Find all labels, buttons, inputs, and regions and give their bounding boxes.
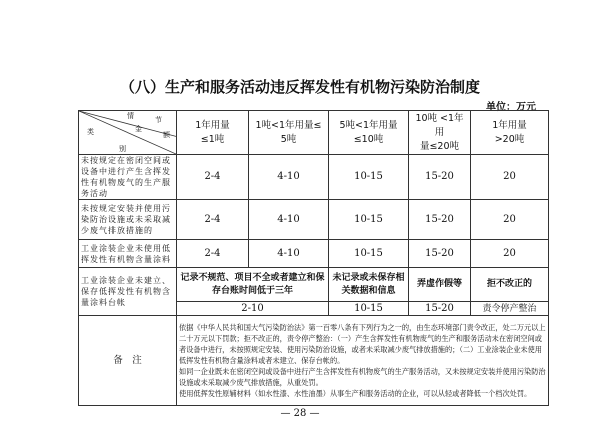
- fine-value: 10-15: [329, 155, 409, 200]
- note-paragraph: 如同一企业既未在密闭空间或设备中进行产生含挥发性有机物废气的生产服务活动，又未按规定安装并使用污染防治设施或未采取减少废气排放措施，从重处罚。: [179, 367, 546, 387]
- fine-value: 2-4: [177, 200, 249, 240]
- notes-row: [79, 316, 549, 406]
- unit-label: 单位：万元: [486, 102, 536, 113]
- row-category: 工业涂装企业未使用低挥发性有机物含量涂料: [79, 240, 177, 268]
- fine-value: 4-10: [249, 200, 329, 240]
- diagonal-header-cell: [79, 111, 177, 155]
- row-category: 工业涂装企业未建立、保存低挥发性有机物含量涂料台帐: [79, 268, 177, 316]
- column-header: 1吨<1年用量≤ 5吨: [249, 111, 329, 155]
- notes-content: [177, 316, 549, 406]
- fine-value: 15-20: [409, 302, 471, 316]
- fine-value: 15-20: [409, 240, 471, 268]
- fine-value: 10-15: [329, 302, 409, 316]
- page-number: — 28 —: [280, 408, 320, 419]
- fine-value: 2-4: [177, 240, 249, 268]
- fine-value: 4-10: [249, 240, 329, 268]
- diag-label: 类: [87, 128, 94, 136]
- fine-value: 20: [471, 155, 549, 200]
- fine-value: 20: [471, 240, 549, 268]
- ledger-subheader: 拒不改正的: [471, 268, 549, 302]
- fine-value: 15-20: [409, 200, 471, 240]
- diag-label: 情: [127, 112, 134, 120]
- notes-label: 备 注: [79, 316, 177, 406]
- fine-value: 责令停产整治: [471, 302, 549, 316]
- page-title: （八）生产和服务活动违反挥发性有机物污染防治制度: [119, 78, 480, 96]
- note-paragraph: 依据《中华人民共和国大气污染防治法》第一百零八条有下列行为之一的，由生态环境部门责令改正，处二万元以上二十万元以下罚款；拒不改正的，责令停产整治：（一）产生含挥发性有机物废气的生产和服务活动未在密闭空间或者设备中进行，未按照规定安装、使用污染防治设施，或者未采取减少废气排放措施的；（二）工业涂装企业未使用低挥发性有机物含量涂料或者未建立、保存台帐的。: [179, 323, 546, 365]
- fine-value: 10-15: [329, 240, 409, 268]
- ledger-subheader: 记录不规范、项目不全或者建立和保存台账时间低于三年: [177, 268, 329, 302]
- ledger-subheader: 未记录或未保存相关数据和信息: [329, 268, 409, 302]
- table-row: [79, 155, 549, 200]
- diag-label: 金: [135, 125, 142, 133]
- header-row: [79, 111, 549, 155]
- diag-label: 额: [163, 131, 170, 139]
- column-header: 1年用量 ≤1吨: [177, 111, 249, 155]
- fine-value: 10-15: [329, 200, 409, 240]
- row-category: 未按规定安装并使用污染防治设施或未采取减少废气排放措施的: [79, 200, 177, 240]
- diag-label: 别: [119, 145, 126, 153]
- ledger-subheader: 弄虚作假等: [409, 268, 471, 302]
- ledger-subheader-row: [79, 268, 549, 302]
- column-header: 5吨<1年用量 ≤10吨: [329, 111, 409, 155]
- table-row: [79, 200, 549, 240]
- fine-value: 2-10: [177, 302, 329, 316]
- fine-table: [78, 110, 549, 406]
- row-category: 未按规定在密闭空间或设备中进行产生含挥发性有机物废气的生产服务活动: [79, 155, 177, 200]
- fine-value: 4-10: [249, 155, 329, 200]
- diag-label: 节: [155, 116, 162, 124]
- table-row: [79, 240, 549, 268]
- column-header: 1年用量 >20吨: [471, 111, 549, 155]
- fine-value: 20: [471, 200, 549, 240]
- note-paragraph: 使用低挥发性原辅材料（如水性漆、水性油墨）从事生产和服务活动的企业，可以从轻或者降低一个档次处罚。: [179, 389, 532, 398]
- fine-value: 2-4: [177, 155, 249, 200]
- column-header: 10吨 <1年用 量≤20吨: [409, 111, 471, 155]
- fine-value: 15-20: [409, 155, 471, 200]
